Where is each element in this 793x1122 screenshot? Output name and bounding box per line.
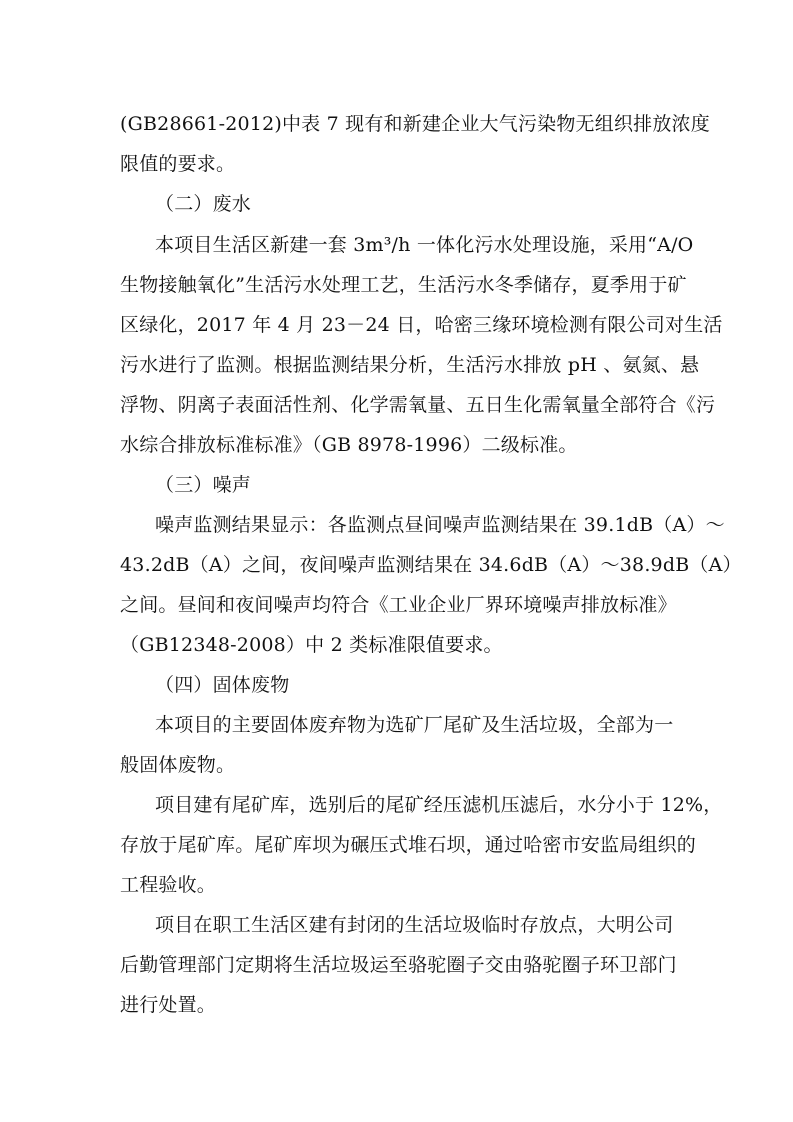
paragraph-line: 本项目生活区新建一套 3m³/h 一体化污水处理设施，采用“A/O [155, 234, 694, 256]
section-heading-wastewater: （二）废水 [155, 193, 252, 215]
paragraph-line: 噪声监测结果显示：各监测点昼间噪声监测结果在 39.1dB（A）～ [155, 514, 725, 536]
paragraph-line: (GB28661-2012)中表 7 现有和新建企业大气污染物无组织排放浓度 [120, 113, 710, 135]
paragraph-line: 后勤管理部门定期将生活垃圾运至骆驼圈子交由骆驼圈子环卫部门 [120, 954, 677, 976]
paragraph-line: 项目建有尾矿库，选别后的尾矿经压滤机压滤后，水分小于 12%， [155, 794, 723, 816]
paragraph-line: 限值的要求。 [120, 153, 236, 175]
paragraph-line: 43.2dB（A）之间，夜间噪声监测结果在 34.6dB（A）～38.9dB（A） [120, 554, 742, 576]
paragraph-line: 本项目的主要固体废弃物为选矿厂尾矿及生活垃圾，全部为一 [155, 714, 674, 736]
paragraph-line: 水综合排放标准标准》（GB 8978-1996）二级标准。 [120, 434, 578, 456]
paragraph-line: 进行处置。 [120, 994, 217, 1016]
paragraph-line: 区绿化，2017 年 4 月 23－24 日，哈密三缘环境检测有限公司对生活 [120, 314, 723, 336]
paragraph-line: 污水进行了监测。根据监测结果分析，生活污水排放 pH 、氨氮、悬 [120, 354, 700, 376]
paragraph-line: 工程验收。 [120, 874, 217, 896]
paragraph-line: 生物接触氧化”生活污水处理工艺，生活污水冬季储存，夏季用于矿 [120, 274, 687, 296]
paragraph-line: （GB12348-2008）中 2 类标准限值要求。 [120, 634, 503, 656]
paragraph-line: 般固体废物。 [120, 754, 236, 776]
paragraph-line: 存放于尾矿库。尾矿库坝为碾压式堆石坝，通过哈密市安监局组织的 [120, 834, 697, 856]
section-heading-solid-waste: （四）固体废物 [155, 674, 290, 696]
paragraph-line: 项目在职工生活区建有封闭的生活垃圾临时存放点，大明公司 [155, 914, 674, 936]
section-heading-noise: （三）噪声 [155, 474, 252, 496]
paragraph-line: 浮物、阴离子表面活性剂、化学需氧量、五日生化需氧量全部符合《污 [120, 394, 716, 416]
paragraph-line: 之间。昼间和夜间噪声均符合《工业企业厂界环境噪声排放标准》 [120, 594, 677, 616]
